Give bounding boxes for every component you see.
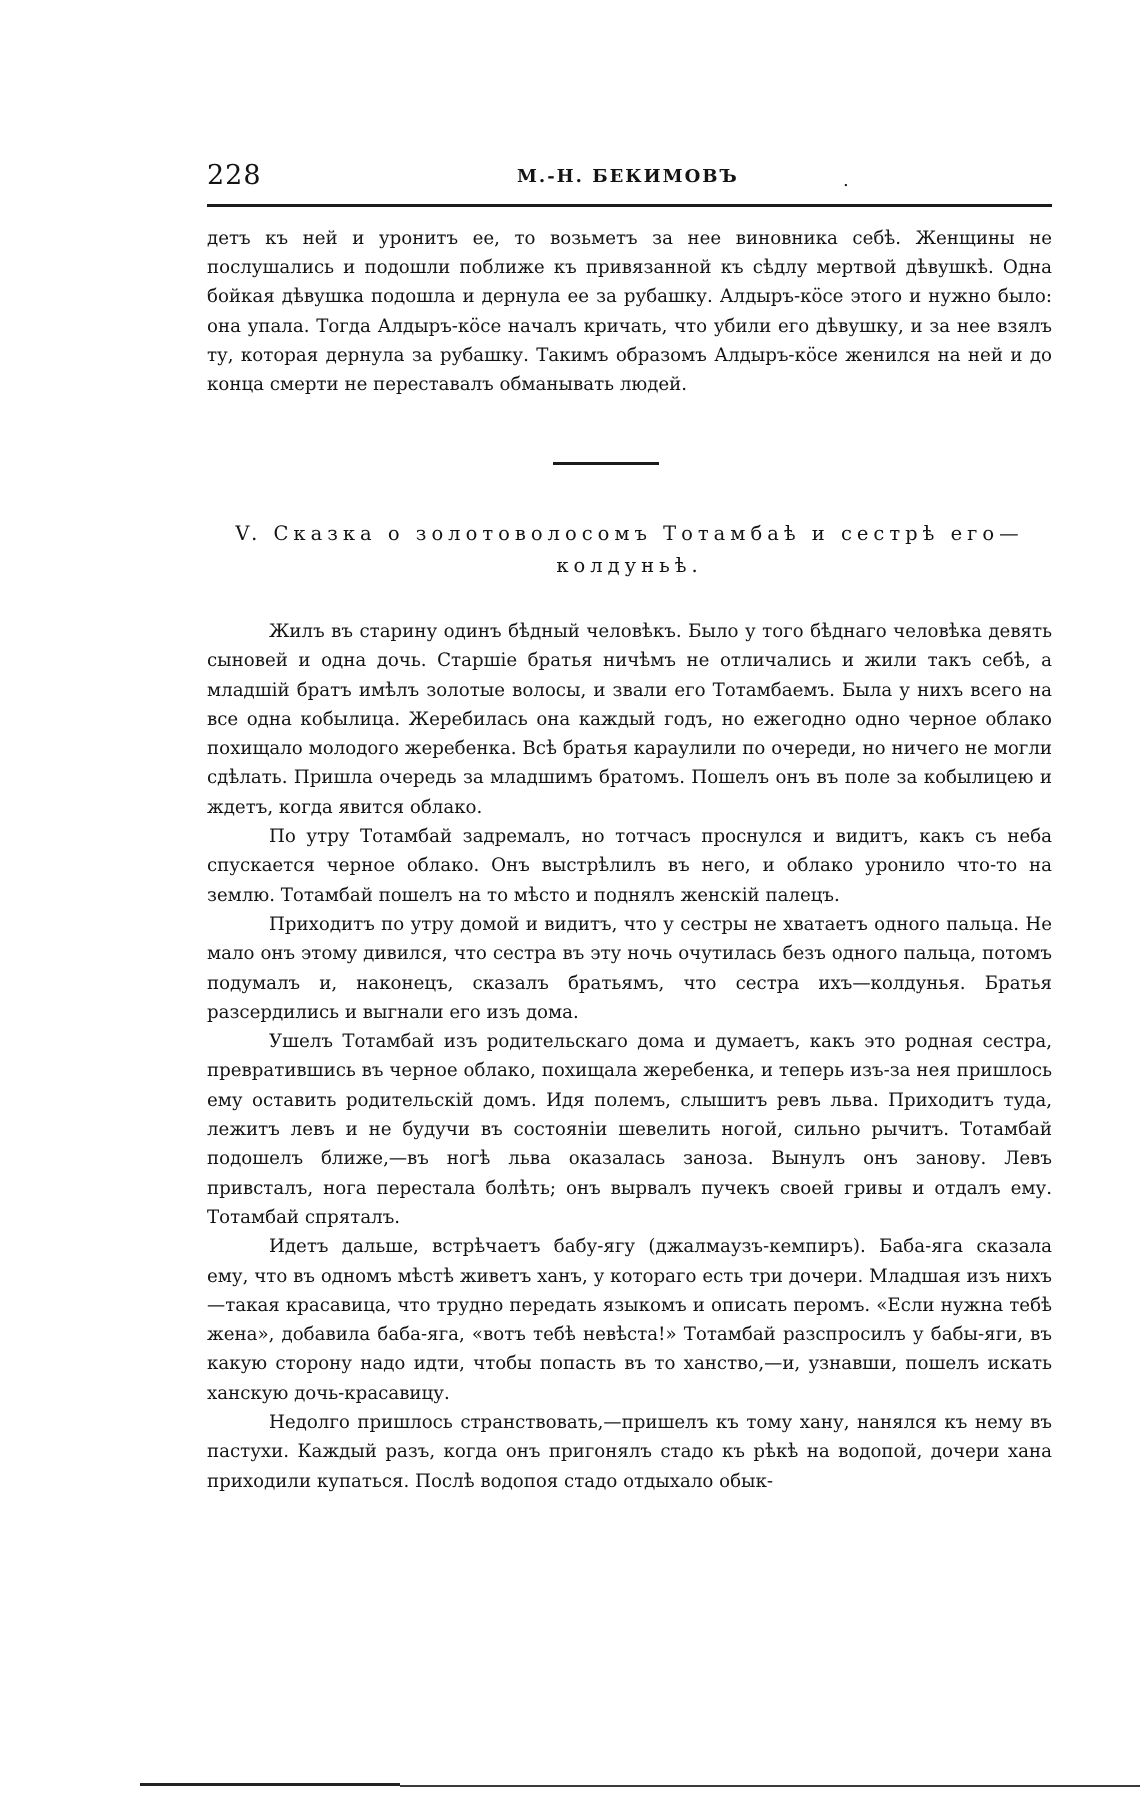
page-header [207,160,1052,200]
story-paragraph: Приходитъ по утру домой и видитъ, что у сестры не хватаетъ одного пальца. Не мало онъ этому дивился, что сестра въ эту ночь очутилась безъ одного пальца, потомъ подумалъ и, наконецъ, сказалъ братьямъ, что сестра ихъ—колдунья. Братья разсердились и выгнали его изъ дома. [207,913,1052,1023]
story-paragraph: По утру Тотамбай задремалъ, но тотчасъ проснулся и видитъ, какъ съ неба спускается черное облако. Онъ выстрѣлилъ въ него, и облако уронило что-то на землю. Тотамбай пошелъ на то мѣсто и поднялъ женскій палецъ. [207,826,1052,906]
footer-rule-thin [400,1785,1140,1787]
footer-rule [140,1783,400,1786]
story-paragraph: Жилъ въ старину одинъ бѣдный человѣкъ. Было у того бѣднаго человѣка девять сыновей и одна дочь. Старшіе братья ничѣмъ не отличались и жили такъ себѣ, а младшій братъ имѣлъ золотые волосы, и звали его Тотамбаемъ. Была у нихъ всего на все одна кобылица. Жеребилась она каждый годъ, но ежегодно одно черное облако похищало молодого жеребенка. Всѣ братья караулили по очереди, но ничего не могли сдѣлать. Пришла очередь за младшимъ братомъ. Пошелъ онъ въ поле за кобылицею и ждетъ, когда явится облако. [207,621,1052,818]
story-text [207,617,1052,1496]
story-paragraph: Недолго пришлось странствовать,—пришелъ къ тому хану, нанялся къ нему въ пастухи. Каждый разъ, когда онъ пригонялъ стадо къ рѣкѣ на водопой, дочери хана приходили купаться. Послѣ водопоя стадо отдыхало обык- [207,1412,1052,1492]
section-title [207,518,1052,582]
story-paragraph: Ушелъ Тотамбай изъ родительскаго дома и думаетъ, какъ это родная сестра, превратившись въ черное облако, похищала жеребенка, и теперь изъ-за нея пришлось ему оставить родительскій домъ. Идя полемъ, слышитъ ревъ льва. Приходитъ туда, лежитъ левъ и не будучи въ состояніи шевелить ногой, сильно рычитъ. Тотамбай подошелъ ближе,—въ ногѣ льва оказалась заноза. Вынулъ онъ занову. Левъ привсталъ, нога перестала болѣть; онъ вырвалъ пучекъ своей гривы и отдалъ ему. Тотамбай спряталъ. [207,1031,1052,1228]
page-number: 228 [207,160,262,191]
header-rule [207,204,1052,207]
header-mark: . [843,170,849,191]
section-title-line-1: V. Сказка о золотоволосомъ Тотамбаѣ и сестрѣ его— [235,522,1024,545]
continuation-paragraph: детъ къ ней и уронитъ ее, то возьметъ за нее виновника себѣ. Женщины не послушались и подошли поближе къ привязанной къ сѣдлу мертвой дѣвушкѣ. Одна бойкая дѣвушка подошла и дернула ее за рубашку. Алдыръ-кöсе этого и нужно было: она упала. Тогда Алдыръ-кöсе началъ кричать, что убили его дѣвушку, и за нее взялъ ту, которая дернула за рубашку. Такимъ образомъ Алдыръ-кöсе женился на ней и до конца смерти не переставалъ обманывать людей. [207,228,1052,396]
section-title-line-2: колдуньѣ. [556,554,703,577]
story-paragraph: Идетъ дальше, встрѣчаетъ бабу-ягу (джалмаузъ-кемпиръ). Баба-яга сказала ему, что въ одномъ мѣстѣ живетъ ханъ, у котораго есть три дочери. Младшая изъ нихъ—такая красавица, что трудно передать языкомъ и описать перомъ. «Если нужна тебѣ жена», добавила баба-яга, «вотъ тебѣ невѣста!» Тотамбай разспросилъ у бабы-яги, въ какую сторону надо идти, чтобы попасть въ то ханство,—и, узнавши, пошелъ искать ханскую дочь-красавицу. [207,1236,1052,1404]
section-divider [553,462,659,465]
continuation-text [207,224,1052,399]
running-head: М.-Н. БЕКИМОВЪ [517,166,739,187]
